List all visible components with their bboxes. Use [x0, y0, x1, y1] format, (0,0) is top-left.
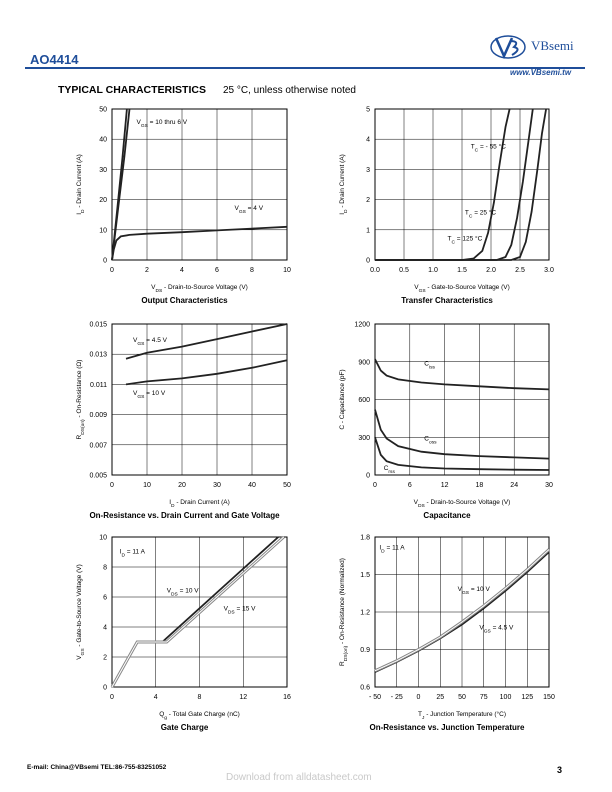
annotation-label: $T_C$ = - 55 °C	[470, 143, 506, 153]
x-tick-label: 100	[499, 694, 512, 701]
x-tick-label: 125	[521, 694, 534, 701]
x-tick-label: 2.0	[486, 267, 496, 274]
y-tick-label: 0	[103, 684, 107, 692]
annotation-label: $C_{rss}$	[383, 464, 395, 475]
annotation-label: $V_{GS} = 10$ thru 6 V	[136, 119, 188, 129]
part-number: AO4414	[30, 52, 79, 67]
chart-2	[339, 107, 554, 306]
y-tick-label: 0.9	[360, 647, 370, 654]
annotation-label: $V_{GS} = 4$ V	[234, 205, 264, 215]
annotation-label: $V_{GS} = 4.5$ V	[133, 337, 167, 347]
series-line	[375, 437, 549, 470]
x-tick-label: 30	[213, 482, 221, 489]
y-tick-label: 2	[366, 197, 370, 205]
x-tick-label: 16	[283, 694, 291, 701]
y-tick-label: 4	[366, 136, 370, 144]
x-tick-label: 6	[215, 267, 219, 274]
x-tick-label: 12	[239, 694, 248, 701]
x-tick-label: 0.0	[370, 267, 380, 274]
series-line-inner	[112, 537, 284, 687]
chart-3	[76, 322, 291, 521]
annotation-label: $V_{GS} = 10$ V	[133, 389, 166, 400]
y-axis-label: C - Capacitance (pF)	[339, 369, 346, 430]
x-tick-label: 8	[250, 267, 254, 274]
y-axis-label: $R_{DS(on)}$ - On-Resistance (Normalized)	[339, 558, 349, 666]
x-tick-label: 6	[407, 482, 412, 489]
y-tick-label: 30	[99, 166, 107, 174]
x-tick-label: 3.0	[544, 267, 554, 274]
y-tick-label: 1	[366, 227, 370, 235]
x-tick-label: 40	[248, 482, 256, 489]
chart-title: Capacitance	[423, 511, 471, 520]
x-tick-label: 10	[283, 267, 291, 274]
x-axis-label: $V_{DS}$ - Drain-to-Source Voltage (V)	[151, 284, 248, 294]
y-tick-label: 0.6	[360, 684, 370, 692]
y-tick-label: 5	[366, 106, 370, 114]
y-tick-label: 1.2	[360, 609, 370, 617]
brand-name: VBsemi	[531, 38, 574, 53]
x-tick-label: 10	[143, 482, 151, 489]
y-tick-label: 20	[99, 197, 107, 205]
annotation-label: $T_C = 25$ °C	[464, 209, 497, 220]
y-tick-label: 0.011	[90, 381, 107, 389]
section-title: TYPICAL CHARACTERISTICS	[58, 84, 206, 96]
x-tick-label: 2.5	[515, 267, 525, 274]
y-tick-label: 1.5	[360, 572, 370, 579]
x-tick-label: 8	[197, 694, 202, 701]
y-tick-label: 0.007	[89, 442, 107, 450]
x-tick-label: 25	[436, 694, 445, 701]
x-tick-label: - 50	[368, 694, 382, 701]
x-tick-label: 2	[145, 267, 149, 274]
x-tick-label: 0	[110, 267, 114, 274]
x-tick-label: 0.5	[399, 267, 409, 274]
x-axis-label: $I_D$ - Drain Current (A)	[169, 499, 230, 509]
annotation-label: $I_D = 11$ A	[119, 548, 145, 558]
y-tick-label: 1200	[354, 321, 370, 329]
y-tick-label: 8	[103, 564, 107, 572]
x-tick-label: 12	[440, 482, 449, 489]
chart-5	[76, 535, 291, 733]
plot-frame	[112, 109, 287, 260]
x-tick-label: 75	[479, 694, 488, 701]
y-tick-label: 2	[103, 654, 107, 662]
annotation-label: $I_D = 11$ A	[379, 544, 405, 554]
x-tick-label: 4	[180, 267, 184, 274]
y-tick-label: 0.005	[89, 472, 107, 480]
y-tick-label: 0.015	[89, 321, 107, 329]
y-tick-label: 40	[99, 136, 107, 144]
x-tick-label: 30	[545, 482, 553, 489]
x-tick-label: 0	[416, 694, 421, 701]
x-tick-label: 50	[283, 482, 291, 489]
y-tick-label: 0	[103, 257, 107, 265]
x-tick-label: 24	[510, 482, 519, 489]
x-tick-label: 4	[153, 694, 158, 701]
annotation-label: $C_{iss}$	[424, 360, 435, 371]
x-tick-label: 18	[475, 482, 484, 489]
chart-1	[76, 107, 291, 306]
series-line	[375, 410, 549, 459]
y-tick-label: 10	[99, 534, 107, 542]
watermark-text: Download from alldatasheet.com	[226, 772, 372, 783]
plot-frame	[112, 324, 287, 475]
website-link[interactable]: www.VBsemi.tw	[510, 68, 572, 77]
y-tick-label: 0	[366, 257, 370, 265]
chart-title: On-Resistance vs. Drain Current and Gate Voltage	[89, 511, 280, 520]
x-axis-label: $V_{GS}$ - Gate-to-Source Voltage (V)	[414, 284, 510, 294]
x-tick-label: 0	[373, 482, 377, 489]
chart-title: Transfer Characteristics	[401, 296, 493, 305]
section-subtitle: 25 °C, unless otherwise noted	[223, 85, 356, 96]
annotation-label: $V_{DS} = 15$ V	[223, 605, 256, 615]
x-tick-label: 20	[178, 482, 186, 489]
y-tick-label: 6	[103, 594, 107, 602]
annotation-label: $V_{GS} = 10$ V	[457, 585, 490, 596]
y-axis-label: $R_{DS(on)}$ - On-Resistance (Ω)	[76, 359, 86, 440]
y-tick-label: 50	[99, 106, 107, 114]
footer-contact: E-mail: China@VBsemi TEL:86-755-83251052	[27, 764, 167, 771]
series-line	[126, 360, 287, 384]
x-tick-label: 0	[110, 482, 114, 489]
y-tick-label: 1.8	[360, 534, 370, 542]
annotation-label: $T_C = 125$ °C	[447, 235, 483, 245]
x-tick-label: 0	[110, 694, 114, 701]
x-tick-label: - 25	[390, 694, 403, 701]
x-tick-label: 1.0	[428, 267, 438, 274]
chart-title: Output Characteristics	[141, 296, 228, 305]
series-line	[112, 227, 287, 260]
chart-title: Gate Charge	[160, 723, 209, 732]
y-tick-label: 0	[366, 472, 370, 480]
x-axis-label: $Q_g$ - Total Gate Charge (nC)	[159, 711, 240, 721]
x-tick-label: 1.5	[457, 267, 467, 274]
series-line	[375, 359, 549, 389]
y-tick-label: 3	[366, 166, 370, 174]
annotation-label: $C_{oss}$	[424, 435, 437, 445]
y-tick-label: 0.009	[89, 412, 107, 420]
y-tick-label: 4	[103, 624, 107, 632]
y-tick-label: 300	[358, 434, 370, 442]
chart-title: On-Resistance vs. Junction Temperature	[369, 723, 525, 732]
y-tick-label: 0.013	[89, 351, 107, 359]
chart-6	[339, 535, 555, 733]
series-line	[375, 109, 510, 260]
y-axis-label: $I_D$ - Drain Current (A)	[339, 154, 349, 215]
y-tick-label: 900	[358, 359, 370, 367]
y-tick-label: 600	[358, 397, 370, 404]
chart-4	[339, 322, 553, 521]
x-axis-label: $V_{DS}$ - Drain-to-Source Voltage (V)	[413, 499, 511, 509]
y-tick-label: 10	[99, 227, 107, 235]
annotation-label: $V_{GS} = 4.5$ V	[479, 624, 514, 634]
y-axis-label: $V_{GS}$ - Gate-to-Source Voltage (V)	[76, 564, 86, 660]
page-number: 3	[557, 765, 563, 775]
annotation-label: $V_{DS} = 10$ V	[166, 587, 199, 597]
x-tick-label: 150	[543, 694, 555, 701]
x-axis-label: $T_J$ - Junction Temperature (°C)	[417, 711, 507, 721]
x-tick-label: 50	[458, 694, 466, 701]
y-axis-label: $I_D$ - Drain Current (A)	[76, 154, 86, 215]
series-line	[375, 109, 533, 260]
